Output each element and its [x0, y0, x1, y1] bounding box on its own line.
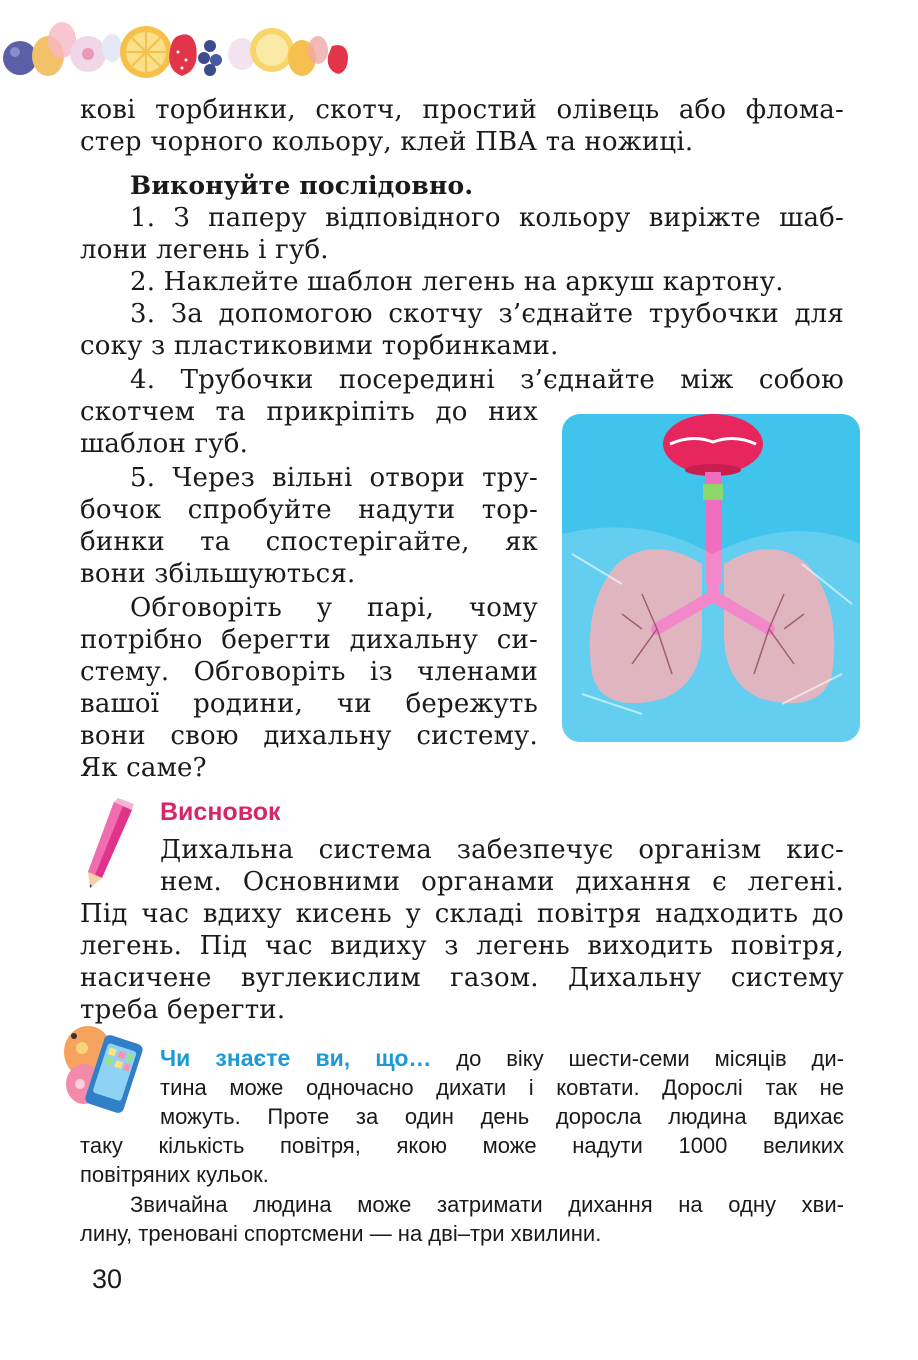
step-4-line-3: шаблон губ.: [80, 429, 249, 459]
step-1-line-2: лони легень і губ.: [80, 235, 329, 265]
conclusion-line-1: Дихальна система забезпечує організм кис-: [160, 835, 844, 865]
intro-line-2: стер чорного кольору, клей ПВА та ножиці.: [80, 127, 694, 157]
did-you-know-line-3: можуть. Проте за один день доросла людина вдихає: [160, 1104, 844, 1129]
discussion-line-5: вони свою дихальну систему.: [80, 721, 538, 751]
conclusion-line-4: легень. Під час видиху з легень виходить повітря,: [80, 931, 844, 961]
conclusion-line-3: Під час вдиху кисень у складі повітря надходить до: [80, 899, 844, 929]
did-you-know-line-7: лину, треновані спортсмени — на дві–три хвилини.: [80, 1221, 602, 1246]
step-5-line-4: вони збільшуються.: [80, 559, 356, 589]
did-you-know-line-5: повітряних кульок.: [80, 1162, 269, 1187]
step-3-line-2: соку з пластиковими торбинками.: [80, 331, 559, 361]
step-1-line-1: 1. З паперу відповідного кольору виріжте шаб-: [130, 203, 844, 233]
fruit-border-decoration: [0, 0, 360, 84]
discussion-line-4: вашої родини, чи бережуть: [80, 689, 538, 719]
did-you-know-line-2: тина може одночасно дихати і ковтати. Дорослі так не: [160, 1075, 844, 1100]
step-4-line-2: скотчем та прикріпіть до них: [80, 397, 538, 427]
discussion-line-6: Як саме?: [80, 753, 207, 783]
intro-line-1: кові торбинки, скотч, простий олівець або флома-: [80, 95, 844, 125]
did-you-know-first-line-rest: до віку шести-семи місяців ди-: [431, 1046, 844, 1071]
did-you-know-line-4: таку кількість повітря, якою може надути 1000 великих: [80, 1133, 844, 1158]
did-you-know-line-1: [160, 1044, 844, 1073]
did-you-know-line-6: Звичайна людина може затримати дихання на одну хви-: [130, 1192, 844, 1217]
discussion-line-2: потрібно берегти дихальну си-: [80, 625, 538, 655]
conclusion-line-6: треба берегти.: [80, 995, 286, 1025]
step-2: 2. Наклейте шаблон легень на аркуш картону.: [130, 267, 784, 297]
pencil-icon: [82, 798, 138, 890]
discussion-line-1: Обговоріть у парі, чому: [130, 593, 538, 623]
step-5-line-3: бинки та спостерігайте, як: [80, 527, 538, 557]
step-4-line-1: 4. Трубочки посередині з’єднайте між собою: [130, 365, 844, 395]
did-you-know-title: Чи знаєте ви, що…: [160, 1045, 432, 1071]
conclusion-line-5: насичене вуглекислим газом. Дихальну систему: [80, 963, 844, 993]
conclusion-line-2: нем. Основними органами дихання є легені.: [160, 867, 844, 897]
discussion-line-3: стему. Обговоріть із членами: [80, 657, 538, 687]
step-3-line-1: 3. За допомогою скотчу з’єднайте трубочки для: [130, 299, 844, 329]
instructions-heading: Виконуйте послідовно.: [130, 171, 474, 200]
page-number: 30: [92, 1264, 123, 1294]
conclusion-title: Висновок: [160, 798, 281, 826]
step-5-line-2: бочок спробуйте надути тор-: [80, 495, 538, 525]
phone-butterfly-icon: [62, 1018, 144, 1118]
lung-model-image: [562, 414, 860, 742]
step-5-line-1: 5. Через вільні отвори тру-: [130, 463, 538, 493]
